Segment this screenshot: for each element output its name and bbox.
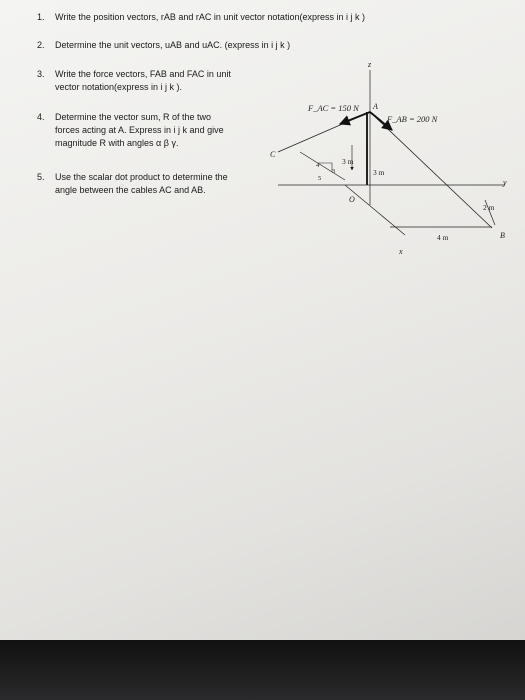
question-text: forces acting at A. Express in i j k and give: [55, 125, 224, 135]
slope-3-label: 3: [332, 168, 336, 175]
page-bottom-edge: [0, 640, 525, 700]
question-number: 2.: [37, 40, 45, 50]
slope-hint: [300, 152, 345, 180]
force-ab-label: F_AB = 200 N: [387, 114, 438, 124]
dim-4m-label: 4 m: [437, 233, 449, 242]
point-a-label: A: [373, 102, 378, 111]
point-b-label: B: [500, 231, 505, 240]
question-text: Use the scalar dot product to determine the: [55, 172, 228, 182]
force-ac-arrow: [340, 112, 370, 124]
force-ac-label: F_AC = 150 N: [308, 103, 359, 113]
question-text: Write the force vectors, FAB and FAC in unit: [55, 69, 231, 79]
question-number: 3.: [37, 69, 45, 79]
dim-3m-pole-label: 3 m: [342, 157, 354, 166]
point-c-label: C: [270, 150, 276, 159]
cable-ab: [370, 112, 492, 228]
question-text: Determine the vector sum, R of the two: [55, 112, 212, 122]
question-number: 5.: [37, 172, 45, 182]
dim-3m-label: 3 m: [373, 168, 385, 177]
z-axis-label: z: [368, 60, 372, 69]
question-text: magnitude R with angles α β γ.: [55, 138, 179, 148]
question-text: Determine the unit vectors, uAB and uAC. (express in i j k ): [55, 40, 291, 50]
question-number: 4.: [37, 112, 45, 122]
y-axis-label: y: [503, 178, 507, 187]
origin-label: O: [349, 195, 355, 204]
question-number: 1.: [37, 12, 45, 22]
x-axis: [345, 185, 405, 235]
dim-2m-label: 2 m: [483, 203, 495, 212]
question-text: Write the position vectors, rAB and rAC in unit vector notation(express in i j k ): [55, 12, 365, 22]
question-text: angle between the cables AC and AB.: [55, 185, 206, 195]
question-text: vector notation(express in i j k ).: [55, 82, 183, 92]
slope-4-label: 4: [316, 162, 320, 169]
slope-5-label: 5: [318, 175, 322, 182]
x-axis-label: x: [399, 247, 403, 256]
